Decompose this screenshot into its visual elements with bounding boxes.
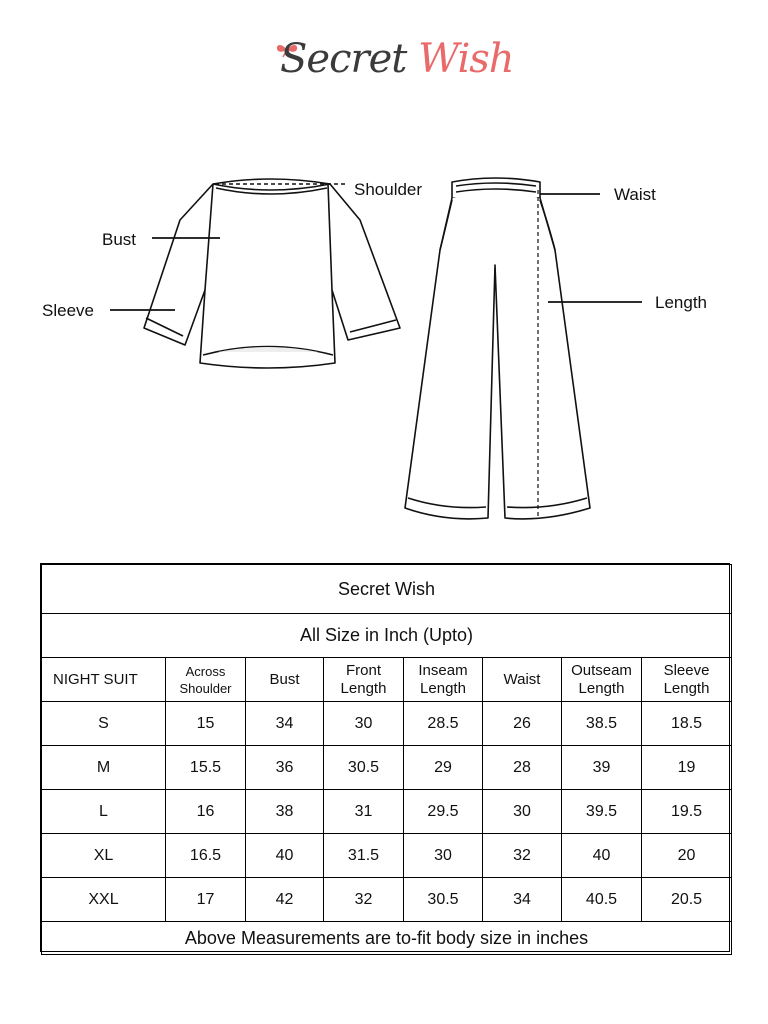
- header-bust: Bust: [246, 658, 324, 702]
- table-cell: 16: [166, 790, 246, 834]
- table-row: [42, 702, 732, 746]
- table-cell: 30: [404, 834, 483, 878]
- table-subtitle: All Size in Inch (Upto): [42, 614, 732, 658]
- table-cell: 39.5: [562, 790, 642, 834]
- table-cell: 42: [246, 878, 324, 922]
- header-sleeve-length: Sleeve Length: [642, 658, 732, 702]
- size-chart-table: [40, 563, 730, 952]
- table-cell: 32: [324, 878, 404, 922]
- garment-illustration: [0, 160, 768, 540]
- table-row: [42, 746, 732, 790]
- pants-illustration: [405, 178, 590, 519]
- table-row: [42, 790, 732, 834]
- size-cell: M: [42, 746, 166, 790]
- table-cell: 15: [166, 702, 246, 746]
- table-cell: 30.5: [404, 878, 483, 922]
- table-cell: 19.5: [642, 790, 732, 834]
- table-cell: 20.5: [642, 878, 732, 922]
- logo-word-secret: Secret: [280, 36, 407, 82]
- table-cell: 38.5: [562, 702, 642, 746]
- header-inseam-length: Inseam Length: [404, 658, 483, 702]
- shoulder-label: Shoulder: [354, 180, 423, 199]
- header-outseam-length: Outseam Length: [562, 658, 642, 702]
- table-cell: 40: [562, 834, 642, 878]
- table-cell: 26: [483, 702, 562, 746]
- table-cell: 20: [642, 834, 732, 878]
- table-cell: 28.5: [404, 702, 483, 746]
- table-cell: 19: [642, 746, 732, 790]
- table-row: [42, 878, 732, 922]
- size-cell: L: [42, 790, 166, 834]
- table-cell: 28: [483, 746, 562, 790]
- header-night-suit: NIGHT SUIT: [42, 658, 166, 702]
- table-cell: 30.5: [324, 746, 404, 790]
- table-footer-note: Above Measurements are to-fit body size in inches: [42, 922, 732, 955]
- top-illustration: [144, 179, 400, 368]
- table-cell: 18.5: [642, 702, 732, 746]
- brand-logo: [270, 36, 514, 96]
- size-cell: XXL: [42, 878, 166, 922]
- table-cell: 16.5: [166, 834, 246, 878]
- table-cell: 29.5: [404, 790, 483, 834]
- table-cell: 36: [246, 746, 324, 790]
- table-cell: 34: [483, 878, 562, 922]
- garment-diagram: [0, 160, 768, 540]
- header-waist: Waist: [483, 658, 562, 702]
- table-cell: 38: [246, 790, 324, 834]
- length-label: Length: [655, 293, 707, 312]
- table-cell: 17: [166, 878, 246, 922]
- table-cell: 30: [324, 702, 404, 746]
- size-cell: S: [42, 702, 166, 746]
- bust-label: Bust: [102, 230, 137, 249]
- table-cell: 31.5: [324, 834, 404, 878]
- table-header-row: [42, 658, 732, 702]
- table-cell: 34: [246, 702, 324, 746]
- table-cell: 39: [562, 746, 642, 790]
- waist-label: Waist: [614, 185, 656, 204]
- table-cell: 32: [483, 834, 562, 878]
- table-cell: 15.5: [166, 746, 246, 790]
- table-cell: 40.5: [562, 878, 642, 922]
- header-front-length: Front Length: [324, 658, 404, 702]
- table-title: Secret Wish: [42, 565, 732, 614]
- size-cell: XL: [42, 834, 166, 878]
- logo-word-wish: Wish: [418, 36, 514, 82]
- sleeve-label: Sleeve: [42, 301, 94, 320]
- table-cell: 29: [404, 746, 483, 790]
- table-cell: 40: [246, 834, 324, 878]
- header-across-shoulder: Across Shoulder: [166, 658, 246, 702]
- table-cell: 31: [324, 790, 404, 834]
- table-cell: 30: [483, 790, 562, 834]
- table-row: [42, 834, 732, 878]
